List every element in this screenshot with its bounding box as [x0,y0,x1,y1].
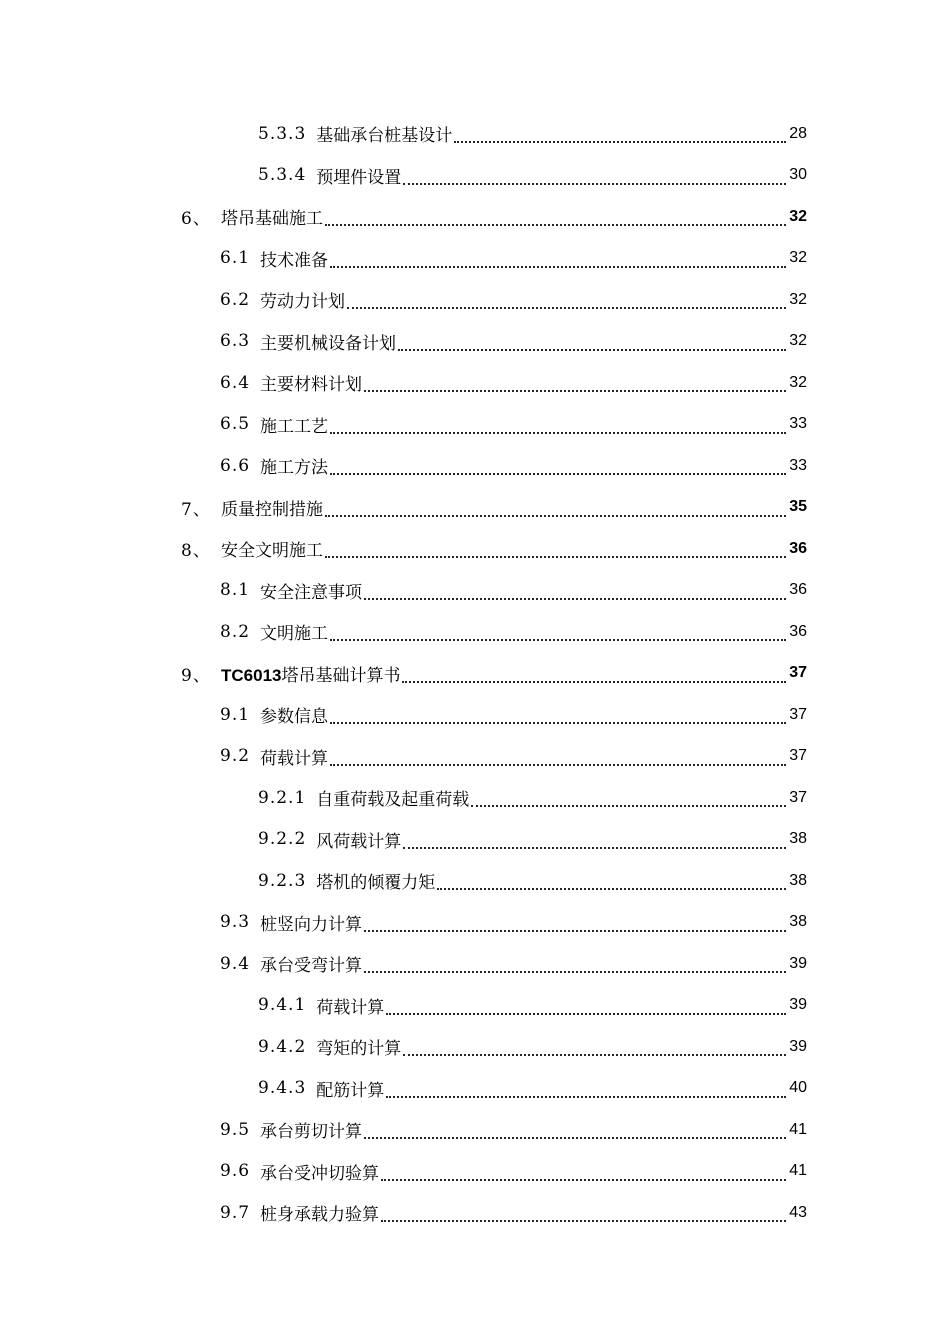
toc-entry-page: 39 [789,954,807,972]
toc-entry-number: 9.3 [220,912,251,933]
toc-entry-number: 9.2.3 [258,870,307,891]
toc-entry[interactable] [0,570,950,612]
toc-entry[interactable] [0,113,950,155]
toc-entry-number: 8、 [181,541,211,562]
toc-entry-title: 安全文明施工 [221,541,323,562]
toc-dot-leader [437,887,786,890]
toc-entry-title: 塔机的倾覆力矩 [316,873,436,894]
toc-entry-title: 弯矩的计算 [316,1039,402,1060]
toc-entry-page: 43 [789,1203,807,1221]
toc-entry-number: 9.7 [220,1202,251,1223]
toc-entry-title-text: 塔吊基础计算书 [281,665,401,686]
toc-entry-page: 39 [789,1037,807,1055]
toc-entry[interactable] [0,487,950,529]
toc-entry-page: 39 [789,996,807,1014]
toc-entry-number: 6.6 [220,455,251,476]
toc-entry[interactable] [0,902,950,944]
toc-entry-number: 6.5 [220,414,251,435]
toc-entry-page: 35 [789,498,807,516]
toc-dot-leader [325,514,786,517]
toc-entry-title: 主要材料计划 [260,375,363,396]
toc-entry[interactable] [0,362,950,404]
toc-entry-title: 桩竖向力计算 [260,914,363,935]
toc-entry[interactable] [0,445,950,487]
toc-entry-number: 5.3.4 [258,165,307,186]
toc-entry-title: 施工工艺 [260,416,329,437]
toc-dot-leader [403,846,786,849]
toc-dot-leader [364,597,786,600]
toc-entry[interactable] [0,528,950,570]
toc-dot-leader [330,431,786,434]
toc-dot-leader [381,1219,786,1222]
toc-dot-leader [398,348,786,351]
toc-entry-page: 37 [789,747,807,765]
toc-entry-title: 风荷载计算 [316,831,402,852]
toc-dot-leader [403,1053,786,1056]
toc-entry-title: 安全注意事项 [260,582,363,603]
toc-entry[interactable] [0,611,950,653]
toc-entry[interactable] [0,819,950,861]
toc-entry-number: 6.4 [220,372,251,393]
toc-entry-number: 9、 [181,665,211,686]
toc-dot-leader [471,804,786,807]
toc-entry-page: 36 [789,581,807,599]
toc-entry-title: 荷载计算 [316,997,385,1018]
toc-entry-number: 9.1 [220,704,251,725]
toc-entry-page: 37 [789,705,807,723]
toc-entry-page: 32 [789,332,807,350]
toc-entry-number: 9.4.2 [258,1036,307,1057]
toc-entry-title: 配筋计算 [316,1080,385,1101]
toc-dot-leader [330,721,786,724]
toc-entry-number: 7、 [181,499,211,520]
toc-dot-leader [330,763,786,766]
toc-dot-leader [381,1178,786,1181]
toc-entry-number: 9.5 [220,1119,251,1140]
toc-entry-number: 9.6 [220,1161,251,1182]
toc-entry[interactable] [0,943,950,985]
toc-dot-leader [386,1012,786,1015]
toc-entry-page: 36 [789,539,807,557]
toc-entry-title: 劳动力计划 [260,292,346,313]
toc-entry[interactable] [0,404,950,446]
toc-entry-title [221,661,400,686]
toc-dot-leader [330,638,786,641]
toc-entry-title: 主要机械设备计划 [260,333,397,354]
toc-entry-title: 荷载计算 [260,748,329,769]
toc-dot-leader [402,680,786,683]
toc-entry[interactable] [0,321,950,363]
toc-entry-page: 40 [789,1079,807,1097]
toc-dot-leader [325,223,786,226]
toc-entry-page: 33 [789,456,807,474]
toc-entry[interactable] [0,279,950,321]
toc-entry-page: 37 [789,788,807,806]
toc-entry-page: 41 [789,1120,807,1138]
toc-dot-leader [347,306,786,309]
toc-entry-title: 预埋件设置 [316,167,402,188]
toc-entry-number: 6.3 [220,331,251,352]
toc-entry[interactable] [0,1109,950,1151]
toc-entry[interactable] [0,1068,950,1110]
toc-entry-number: 6.2 [220,289,251,310]
table-of-contents [0,113,950,1234]
toc-entry-page: 30 [789,166,807,184]
toc-entry-number: 5.3.3 [258,123,307,144]
toc-dot-leader [364,1136,786,1139]
toc-entry-title: 技术准备 [260,250,329,271]
toc-entry-title: 承台剪切计算 [260,1122,363,1143]
toc-entry[interactable] [0,860,950,902]
toc-entry[interactable] [0,238,950,280]
toc-entry-title: 参数信息 [260,707,329,728]
toc-entry[interactable] [0,653,950,695]
toc-entry-page: 32 [789,207,807,225]
toc-entry-title: 基础承台桩基设计 [316,126,453,147]
toc-entry-page: 32 [789,373,807,391]
toc-entry-page: 38 [789,871,807,889]
toc-dot-leader [330,265,786,268]
toc-entry-page: 41 [789,1162,807,1180]
toc-entry[interactable] [0,985,950,1027]
toc-entry-number: 9.2.1 [258,787,307,808]
toc-entry-number: 6、 [181,209,211,230]
toc-entry[interactable] [0,1151,950,1193]
toc-entry[interactable] [0,196,950,238]
toc-entry-page: 32 [789,249,807,267]
toc-entry-title: 承台受弯计算 [260,956,363,977]
toc-entry-number: 9.4.3 [258,1078,307,1099]
toc-entry-title: 质量控制措施 [221,499,323,520]
toc-entry-title: 自重荷载及起重荷载 [316,790,470,811]
toc-entry-number: 9.2 [220,746,251,767]
toc-entry-title: 承台受冲切验算 [260,1163,380,1184]
toc-dot-leader [364,970,786,973]
toc-entry-page: 38 [789,913,807,931]
toc-entry-number: 8.1 [220,580,251,601]
toc-entry-number: 9.2.2 [258,829,307,850]
toc-entry-title: 塔吊基础施工 [221,209,323,230]
toc-entry[interactable] [0,155,950,197]
toc-entry[interactable] [0,736,950,778]
toc-dot-leader [403,182,786,185]
toc-entry-title-latin: TC6013 [221,665,282,685]
toc-entry-page: 38 [789,830,807,848]
toc-entry[interactable] [0,1192,950,1234]
toc-entry-title: 施工方法 [260,458,329,479]
toc-entry-title: 文明施工 [260,624,329,645]
toc-entry-page: 33 [789,415,807,433]
toc-dot-leader [364,389,786,392]
toc-entry[interactable] [0,777,950,819]
toc-dot-leader [454,140,786,143]
toc-entry-page: 37 [789,664,807,682]
toc-dot-leader [330,472,786,475]
toc-dot-leader [364,929,786,932]
toc-entry-title: 桩身承载力验算 [260,1205,380,1226]
toc-entry-page: 32 [789,290,807,308]
toc-entry-number: 9.4.1 [258,995,307,1016]
toc-entry-page: 28 [789,124,807,142]
toc-entry-number: 8.2 [220,621,251,642]
toc-dot-leader [386,1095,786,1098]
toc-entry-number: 6.1 [220,248,251,269]
toc-entry-number: 9.4 [220,953,251,974]
toc-dot-leader [325,555,786,558]
toc-entry[interactable] [0,1026,950,1068]
toc-entry-page: 36 [789,622,807,640]
toc-entry[interactable] [0,694,950,736]
